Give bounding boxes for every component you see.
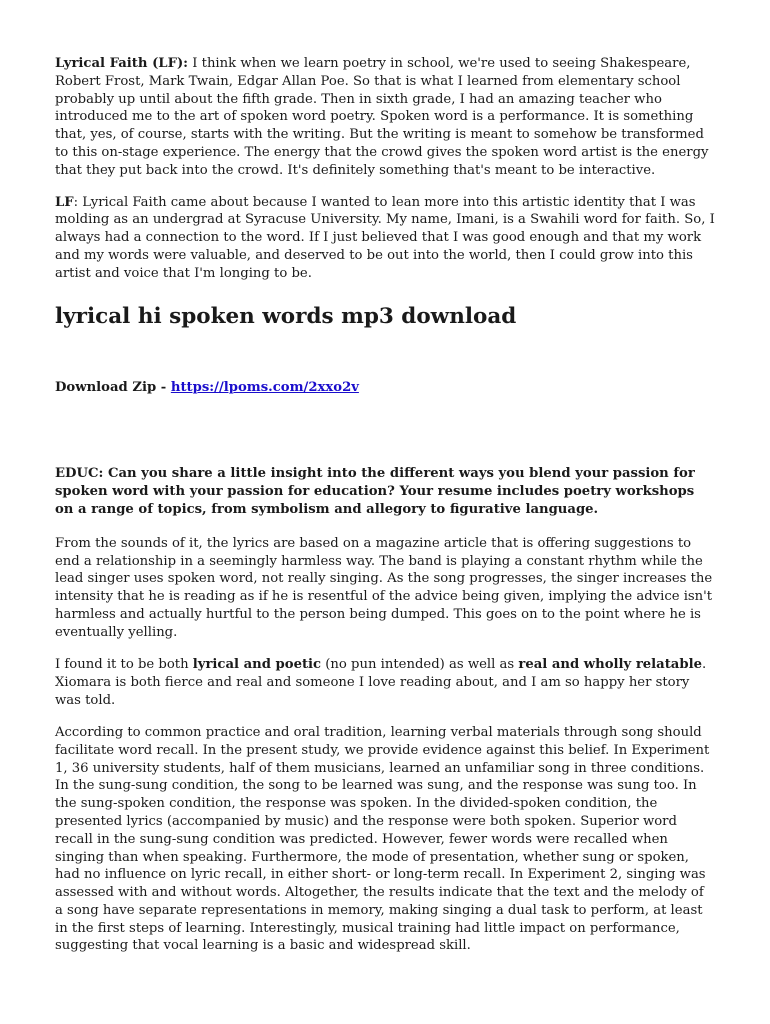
interview-question: EDUC: Can you share a little insight into the different ways you blend your passion for spoken word with your passion for education? Your resume includes poetry workshops on a range of topics, from symbolism and allegory to figurative language. — [55, 466, 695, 517]
intro-speaker-label: Lyrical Faith (LF): — [55, 56, 189, 71]
intro-text: I think when we learn poetry in school, we're used to seeing Shakespeare, Robert Frost, Mark Twain, Edgar Allan Poe. So that is what I learned from elementary school probably up until about the fifth grade. Then in sixth grade, I had an amazing teacher who introduced me to the art of spoken word poetry. Spoken word is a performance. It is something that, yes, of course, starts with the writing. But the writing is meant to somehow be transformed to this on-stage experience. The energy that the crowd gives the spoken word artist is the energy that they put back into the crowd. It's definitely something that's meant to be interactive. — [55, 56, 709, 178]
found-text-3: . Xiomara is both fierce and real and someone I love reading about, and I am so happy her story was told. — [55, 657, 707, 708]
download-link[interactable]: https://lpoms.com/2xxo2v — [170, 379, 359, 395]
download-line — [55, 379, 715, 397]
page-heading: lyrical hi spoken words mp3 download — [55, 303, 517, 329]
download-label: Download Zip - — [55, 379, 171, 395]
found-text-1: I found it to be both — [55, 657, 193, 673]
found-text-2: (no pun intended) as well as — [321, 657, 519, 673]
found-paragraph — [55, 656, 715, 709]
found-bold-2: real and wholly relatable — [518, 657, 702, 673]
sounds-paragraph: From the sounds of it, the lyrics are based on a magazine article that is offering suggestions to end a relationship in a seemingly harmless way. The band is playing a constant rhythm while the lead singer uses spoken word, not really singing. As the song progresses, the singer increases the intensity that he is reading as if he is resentful of the advice being given, implying the advice isn't harmless and actually hurtful to the person being dumped. This goes on to the point where he is eventually yelling. — [55, 535, 713, 640]
intro-paragraph — [55, 55, 715, 180]
found-bold-1: lyrical and poetic — [192, 657, 322, 673]
study-paragraph: According to common practice and oral tradition, learning verbal materials through song should facilitate word recall. In the present study, we provide evidence against this belief. In Experiment 1, 36 university students, half of them musicians, learned an unfamiliar song in three conditions. In the sung-sung condition, the song to be learned was sung, and the response was sung too. In the sung-spoken condition, the response was spoken. In the divided-spoken condition, the presented lyrics (accompanied by music) and the response were both spoken. Superior word recall in the sung-sung condition was predicted. However, fewer words were recalled when singing than when speaking. Furthermore, the mode of presentation, whether sung or spoken, had no influence on lyric recall, in either short- or long-term recall. In Experiment 2, singing was assessed with and without words. Altogether, the results indicate that the text and the melody of a song have separate representations in memory, making singing a dual task to perform, at least in the first steps of learning. Interestingly, musical training had little impact on performance, suggesting that vocal learning is a basic and widespread skill. — [55, 724, 710, 954]
lf-text: : Lyrical Faith came about because I wanted to lean more into this artistic identity that I was molding as an undergrad at Syracuse University. My name, Imani, is a Swahili word for faith. So, I always had a connection to the word. If I just believed that I was good enough and that my work and my words were valuable, and deserved to be out into the world, then I could grow into this artist and voice that I'm longing to be. — [55, 194, 715, 281]
lf-paragraph — [55, 194, 715, 283]
lf-speaker-label: LF — [55, 194, 74, 210]
